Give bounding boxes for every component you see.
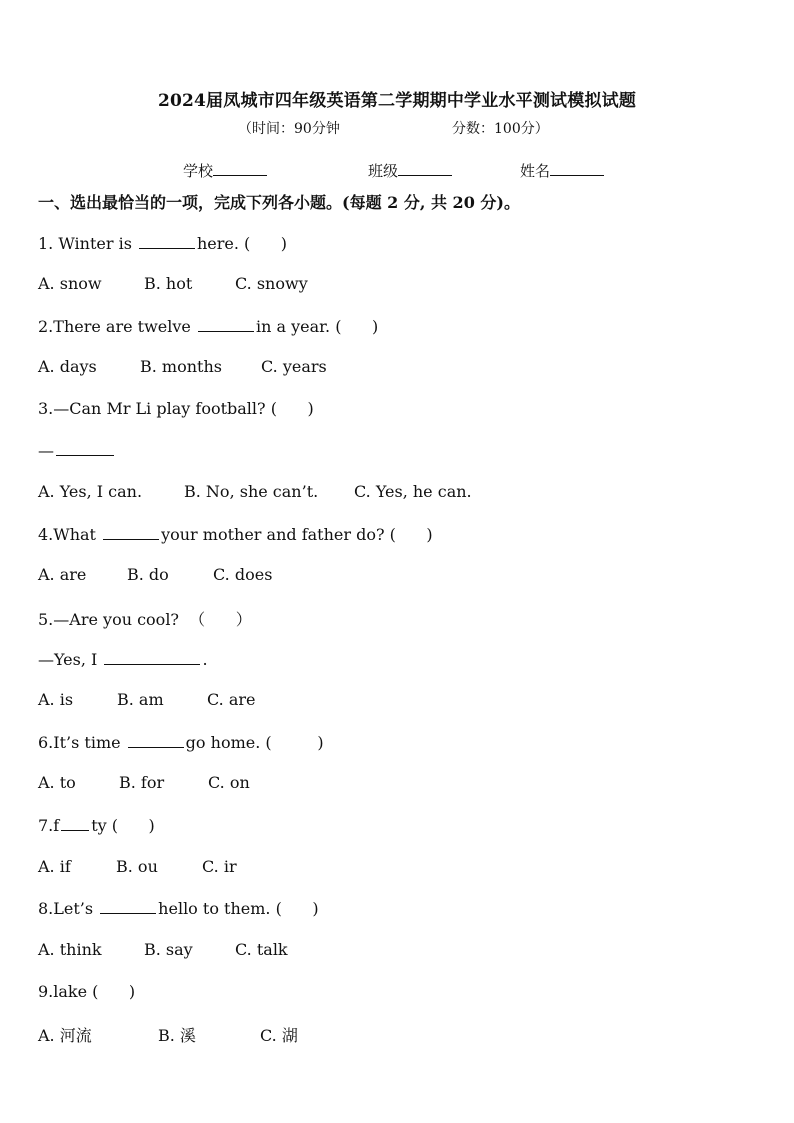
answer-blank[interactable]	[104, 649, 200, 665]
options-9	[38, 1023, 298, 1046]
options-1	[38, 274, 308, 293]
option-c[interactable]: C. years	[261, 357, 327, 376]
answer-blank[interactable]	[100, 898, 156, 914]
answer-blank[interactable]	[56, 440, 114, 456]
name-field	[520, 160, 604, 181]
option-c[interactable]: C. ir	[202, 857, 237, 876]
name-label: 姓名	[520, 162, 551, 180]
school-field	[183, 160, 267, 181]
answer-line-5	[38, 649, 208, 669]
option-b[interactable]: B. hot	[144, 274, 193, 293]
answer-blank[interactable]	[139, 233, 195, 249]
class-blank[interactable]	[398, 161, 452, 176]
option-b[interactable]: B. months	[140, 357, 222, 376]
question-7	[38, 815, 155, 835]
answer-blank[interactable]	[198, 316, 254, 332]
answer-blank[interactable]	[128, 732, 184, 748]
answer-suffix: .	[202, 650, 208, 669]
question-5	[38, 607, 252, 630]
question-text: 5.—Are you cool? （ ）	[38, 610, 252, 629]
question-3	[38, 399, 314, 418]
question-text: 4.What	[38, 525, 102, 544]
option-b[interactable]: B. ou	[116, 857, 158, 876]
option-a[interactable]: A. days	[38, 357, 97, 376]
question-text: hello to them. ( )	[158, 899, 319, 918]
option-a[interactable]: A. to	[38, 773, 76, 792]
section-heading: 一、选出最恰当的一项，完成下列各小题。(每题 2 分, 共 20 分)。	[38, 193, 520, 212]
option-c[interactable]: C. Yes, he can.	[354, 482, 472, 501]
answer-blank[interactable]	[103, 524, 159, 540]
option-c[interactable]: C. on	[208, 773, 250, 792]
option-b[interactable]: B. say	[144, 940, 193, 959]
options-8	[38, 940, 288, 959]
option-a[interactable]: A. Yes, I can.	[38, 482, 143, 501]
name-blank[interactable]	[550, 161, 604, 176]
option-c[interactable]: C. does	[213, 565, 273, 584]
options-6	[38, 773, 250, 792]
options-4	[38, 565, 272, 584]
question-6	[38, 732, 324, 752]
question-text: 1. Winter is	[38, 234, 137, 253]
options-7	[38, 857, 237, 876]
question-text: 9.lake ( )	[38, 982, 136, 1001]
option-c[interactable]: C. talk	[235, 940, 288, 959]
answer-prefix: —Yes, I	[38, 650, 103, 669]
class-label: 班级	[368, 162, 399, 180]
options-5	[38, 690, 256, 709]
question-1	[38, 233, 287, 253]
class-field	[368, 160, 452, 181]
question-9	[38, 982, 135, 1001]
answer-line-3	[38, 440, 116, 460]
question-text: here. ( )	[196, 234, 288, 253]
question-text: 7.f	[38, 816, 60, 835]
question-4	[38, 524, 433, 544]
exam-title: 2024届凤城市四年级英语第二学期期中学业水平测试模拟试题	[157, 91, 637, 111]
question-text: ty ( )	[91, 816, 155, 835]
options-3	[38, 482, 472, 501]
school-blank[interactable]	[213, 161, 267, 176]
dash-text: —	[38, 441, 54, 460]
question-2	[38, 316, 378, 336]
option-a[interactable]: A. 河流	[38, 1026, 92, 1045]
option-b[interactable]: B. No, she can’t.	[184, 482, 319, 501]
option-a[interactable]: A. if	[38, 857, 71, 876]
question-text: go home. ( )	[185, 733, 324, 752]
option-a[interactable]: A. are	[38, 565, 87, 584]
exam-time: （时间：90分钟	[238, 121, 340, 137]
question-8	[38, 898, 319, 918]
option-a[interactable]: A. is	[38, 690, 74, 709]
option-c[interactable]: C. are	[207, 690, 256, 709]
option-c[interactable]: C. 湖	[260, 1026, 298, 1045]
options-2	[38, 357, 327, 376]
option-b[interactable]: B. for	[119, 773, 165, 792]
option-c[interactable]: C. snowy	[235, 274, 308, 293]
question-text: 8.Let’s	[38, 899, 99, 918]
option-b[interactable]: B. am	[117, 690, 164, 709]
option-a[interactable]: A. think	[38, 940, 102, 959]
question-text: 3.—Can Mr Li play football? ( )	[38, 399, 314, 418]
option-b[interactable]: B. 溪	[158, 1026, 196, 1045]
question-text: 2.There are twelve	[38, 317, 196, 336]
question-text: 6.It’s time	[38, 733, 126, 752]
question-text: your mother and father do? ( )	[161, 525, 433, 544]
option-b[interactable]: B. do	[127, 565, 169, 584]
exam-score: 分数：100分）	[452, 121, 549, 137]
answer-blank[interactable]	[61, 815, 89, 831]
school-label: 学校	[183, 162, 214, 180]
question-text: in a year. ( )	[255, 317, 379, 336]
option-a[interactable]: A. snow	[38, 274, 102, 293]
